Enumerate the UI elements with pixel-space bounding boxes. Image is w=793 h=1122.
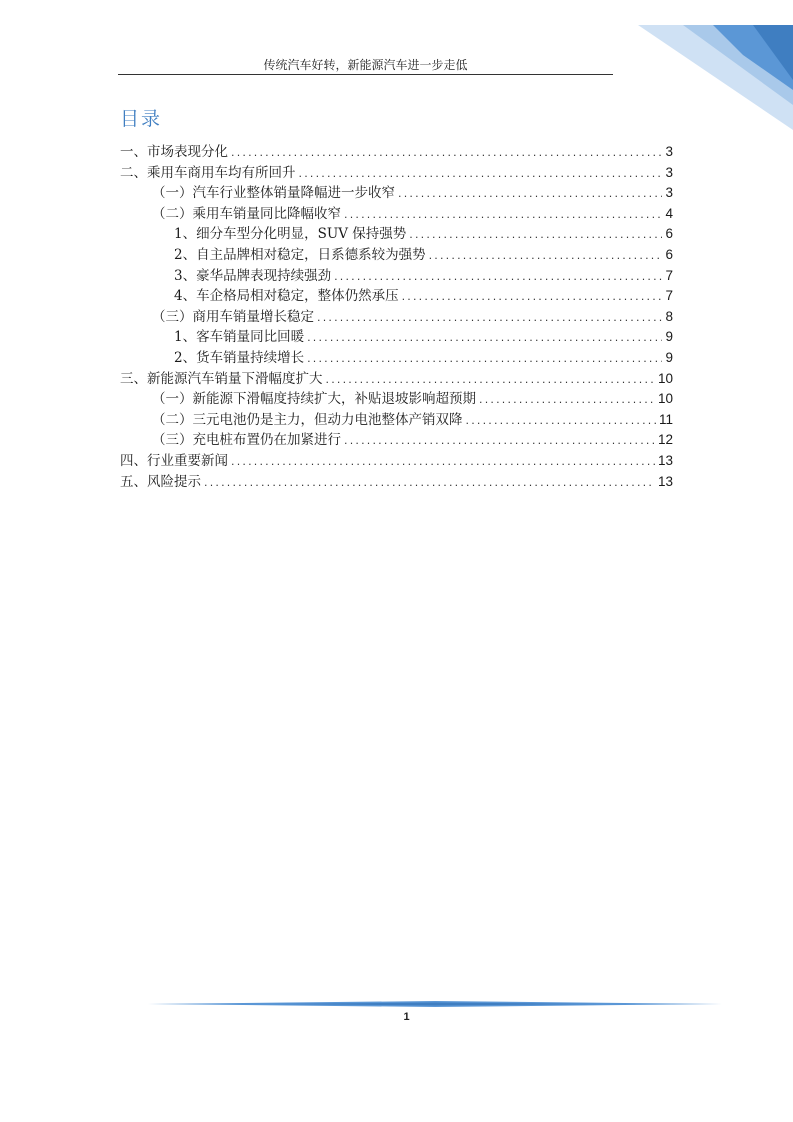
toc-entry-label: （三）商用车销量增长稳定 <box>152 308 314 325</box>
toc-dot-leader <box>231 146 662 159</box>
toc-entry-label: 4、车企格局相对稳定，整体仍然承压 <box>174 288 399 305</box>
toc-entry[interactable] <box>120 284 673 305</box>
toc-entry[interactable] <box>120 449 673 470</box>
toc-dot-leader <box>326 373 655 386</box>
toc-entry-label: 四、行业重要新闻 <box>120 452 228 469</box>
toc-entry[interactable] <box>120 428 673 449</box>
toc-entry-page: 8 <box>665 308 673 324</box>
toc-entry-label: 1、细分车型分化明显，SUV 保持强势 <box>174 226 407 243</box>
toc-entry-page: 11 <box>658 411 673 427</box>
toc-entry[interactable] <box>120 367 673 388</box>
toc-entry-page: 10 <box>657 391 673 407</box>
toc-entry-label: （二）乘用车销量同比降幅收窄 <box>152 205 341 222</box>
toc-dot-leader <box>307 331 662 344</box>
toc-dot-leader <box>231 455 655 468</box>
toc-entry-label: （二）三元电池仍是主力，但动力电池整体产销双降 <box>152 411 463 428</box>
toc-entry-page: 3 <box>665 144 673 159</box>
toc-entry[interactable] <box>120 346 673 367</box>
header-divider <box>118 74 613 75</box>
toc-entry-label: 二、乘用车商用车均有所回升 <box>120 164 296 181</box>
toc-dot-leader <box>466 414 656 427</box>
corner-decoration <box>593 0 793 140</box>
toc-entry[interactable] <box>120 140 673 161</box>
toc-dot-leader <box>317 311 662 324</box>
toc-entry-page: 6 <box>665 226 673 242</box>
toc-entry-page: 9 <box>665 349 673 365</box>
toc-entry-page: 6 <box>665 246 673 262</box>
toc-entry[interactable] <box>120 305 673 326</box>
toc-dot-leader <box>398 187 662 200</box>
toc-dot-leader <box>479 393 655 406</box>
toc-title: 目录 <box>120 108 163 130</box>
toc-dot-leader <box>204 476 655 489</box>
header-title: 传统汽车好转，新能源汽车进一步走低 <box>263 58 468 72</box>
toc-entry[interactable] <box>120 202 673 223</box>
toc-entry[interactable] <box>120 470 673 491</box>
toc-entry-page: 10 <box>657 370 673 386</box>
toc-dot-leader <box>429 249 663 262</box>
toc-entry[interactable] <box>120 264 673 285</box>
page-number: 1 <box>403 1011 410 1023</box>
toc-dot-leader <box>344 208 662 221</box>
toc-entry-label: 2、货车销量持续增长 <box>174 349 305 366</box>
toc-entry-page: 7 <box>665 267 673 283</box>
toc-entry-label: 3、豪华品牌表现持续强劲 <box>174 267 332 284</box>
toc-entry-page: 13 <box>657 473 673 489</box>
toc-entry[interactable] <box>120 181 673 202</box>
toc-entry[interactable] <box>120 243 673 264</box>
toc-entry-label: （一）新能源下滑幅度持续扩大，补贴退坡影响超预期 <box>152 391 476 408</box>
toc-entry[interactable] <box>120 408 673 429</box>
toc-entry-label: 五、风险提示 <box>120 473 201 490</box>
toc-entry-page: 9 <box>665 329 673 345</box>
toc-entry-page: 7 <box>665 288 673 304</box>
toc-entry-label: （三）充电桩布置仍在加紧进行 <box>152 432 341 449</box>
toc-entry-label: 1、客车销量同比回暖 <box>174 329 305 346</box>
toc-entry-label: 三、新能源汽车销量下滑幅度扩大 <box>120 370 323 387</box>
toc-entry-label: 一、市场表现分化 <box>120 144 228 160</box>
toc-dot-leader <box>409 228 662 241</box>
toc-dot-leader <box>402 290 663 303</box>
table-of-contents <box>120 140 673 490</box>
toc-dot-leader <box>344 434 655 447</box>
footer-divider <box>148 1000 722 1008</box>
toc-dot-leader <box>299 167 663 180</box>
toc-dot-leader <box>334 270 662 283</box>
toc-entry[interactable] <box>120 325 673 346</box>
toc-entry-page: 12 <box>657 432 673 448</box>
toc-entry-page: 3 <box>665 185 673 201</box>
toc-entry-page: 13 <box>657 452 673 468</box>
toc-entry-page: 3 <box>665 164 673 180</box>
toc-entry-page: 4 <box>665 205 673 221</box>
toc-entry-label: 2、自主品牌相对稳定，日系德系较为强势 <box>174 246 426 263</box>
toc-entry-label: （一）汽车行业整体销量降幅进一步收窄 <box>152 185 395 202</box>
toc-dot-leader <box>307 352 662 365</box>
toc-entry[interactable] <box>120 161 673 182</box>
toc-entry[interactable] <box>120 387 673 408</box>
toc-entry[interactable] <box>120 222 673 243</box>
